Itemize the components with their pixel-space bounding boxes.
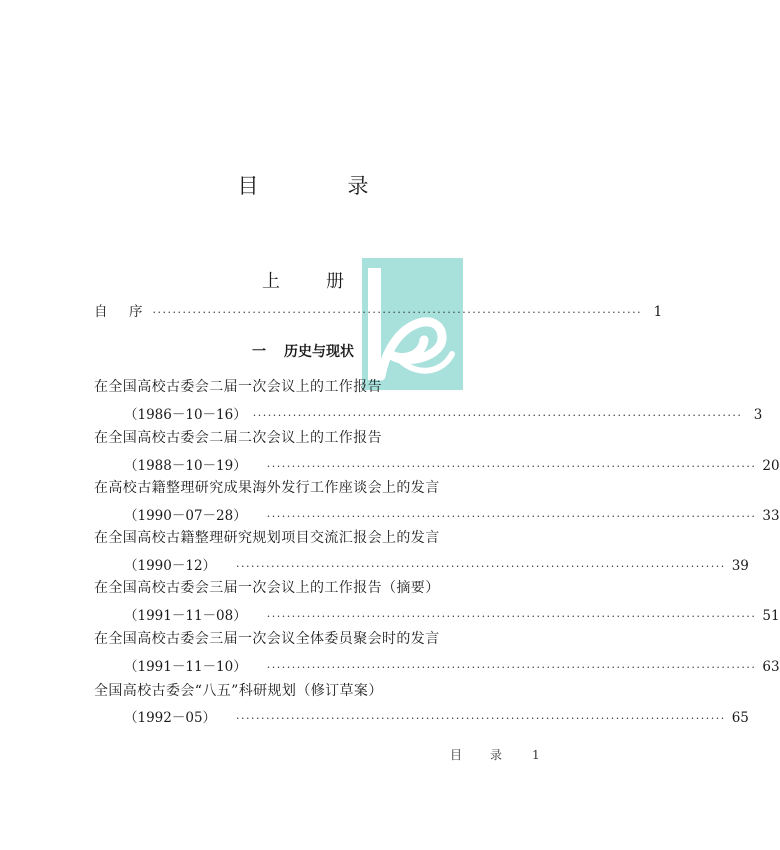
toc-entry-line[interactable] [124, 454, 780, 474]
preface-label: 自 序 [94, 304, 147, 320]
leader-dots: ·································································································· [152, 306, 643, 319]
leader-dots: ·································································································· [236, 560, 726, 573]
entry-date: （1988－10－19） [124, 458, 247, 474]
toc-entry-line[interactable] [124, 504, 780, 524]
entry-date: （1990－12） [124, 558, 217, 574]
section-heading [0, 341, 606, 361]
page-number: 1 [653, 304, 663, 320]
toc-entry-line[interactable] [124, 554, 749, 574]
page-number: 20 [762, 458, 780, 474]
page-footer [450, 746, 540, 763]
leader-dots: ·································································································· [252, 409, 743, 422]
section-number: 一 [252, 344, 266, 360]
section-title: 历史与现状 [284, 344, 354, 360]
toc-entry-title[interactable]: 在全国高校古籍整理研究规划项目交流汇报会上的发言 [94, 530, 440, 546]
page-number: 51 [762, 608, 780, 624]
leader-dots: ·································································································· [236, 712, 726, 725]
toc-entry-title[interactable]: 在全国高校古委会三届一次会议全体委员聚会时的发言 [94, 631, 440, 647]
leader-dots: ·································································································· [266, 510, 757, 523]
page-number: 63 [762, 659, 780, 675]
volume-heading: 上 册 [262, 271, 358, 292]
entry-date: （1991－11－10） [124, 659, 247, 675]
footer-page-number: 1 [532, 748, 540, 762]
page-number: 39 [731, 558, 749, 574]
toc-entry-line[interactable] [124, 604, 780, 624]
toc-entry-title[interactable]: 在高校古籍整理研究成果海外发行工作座谈会上的发言 [94, 480, 440, 496]
entry-date: （1990－07－28） [124, 508, 247, 524]
entry-date: （1986－10－16） [124, 407, 247, 423]
leader-dots: ·································································································· [266, 610, 757, 623]
toc-preface[interactable] [94, 300, 663, 320]
footer-label: 目 录 [450, 748, 511, 762]
page-title: 目 录 [237, 174, 403, 198]
entry-date: （1991－11－08） [124, 608, 247, 624]
toc-entry-title[interactable]: 在全国高校古委会二届二次会议上的工作报告 [94, 430, 382, 446]
toc-entry-title[interactable]: 在全国高校古委会二届一次会议上的工作报告 [94, 379, 382, 395]
leader-dots: ·································································································· [266, 460, 757, 473]
page-number: 3 [753, 407, 763, 423]
toc-entry-line[interactable] [124, 403, 763, 423]
toc-entry-title[interactable]: 在全国高校古委会三届一次会议上的工作报告（摘要） [94, 580, 440, 596]
toc-entry-title[interactable]: 全国高校古委会“八五”科研规划（修订草案） [94, 683, 383, 699]
toc-entry-line[interactable] [124, 655, 780, 675]
page-number: 33 [762, 508, 780, 524]
leader-dots: ·································································································· [266, 661, 757, 674]
entry-date: （1992－05） [124, 710, 217, 726]
toc-entry-line[interactable] [124, 706, 749, 726]
page-number: 65 [731, 710, 749, 726]
